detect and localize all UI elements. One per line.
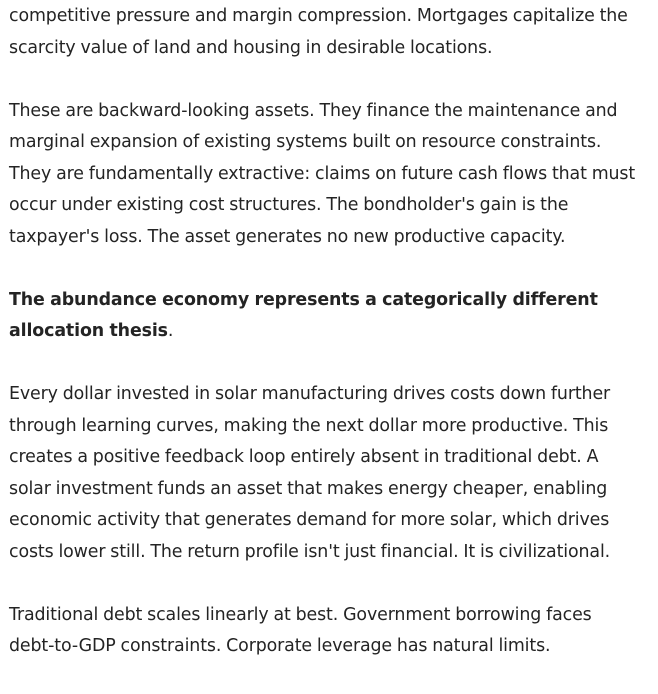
text-line: taxpayer's loss. The asset generates no new productive capacity. [9, 226, 566, 247]
text-line: creates a positive feedback loop entirely absent in traditional debt. A [9, 447, 599, 467]
text-line: debt-to-GDP constraints. Corporate leverage has natural limits. [9, 636, 551, 656]
text-line: costs lower still. The return profile isn't just financial. It is civilizational. [9, 541, 611, 562]
text-line: competitive pressure and margin compression. Mortgages capitalize the [9, 6, 628, 26]
text-line: marginal expansion of existing systems built on resource constraints. [9, 132, 602, 152]
text-line: solar investment funds an asset that makes energy cheaper, enabling [9, 478, 608, 499]
paragraph-traditional-debt [9, 600, 658, 663]
text-line-with-trailing [9, 316, 658, 348]
paragraph-abundance-thesis [9, 285, 658, 348]
bold-text-line: allocation thesis [9, 321, 168, 341]
text-line: Traditional debt scales linearly at best. Government borrowing faces [9, 604, 592, 625]
text-line: Every dollar invested in solar manufacturing drives costs down further [9, 384, 611, 404]
paragraph-backward-looking-assets [9, 96, 658, 254]
text-line: economic activity that generates demand for more solar, which drives [9, 510, 610, 530]
bold-text-line: The abundance economy represents a categorically different [9, 289, 598, 310]
trailing-period: . [167, 321, 174, 341]
paragraph-mortgages [9, 1, 658, 64]
paragraph-solar-investment [9, 379, 658, 568]
article-body [9, 1, 658, 694]
text-line: These are backward-looking assets. They finance the maintenance and [9, 100, 618, 121]
text-line: occur under existing cost structures. The bondholder's gain is the [9, 195, 569, 215]
text-line: scarcity value of land and housing in desirable locations. [9, 37, 493, 58]
text-line: They are fundamentally extractive: claims on future cash flows that must [9, 163, 636, 184]
text-line: through learning curves, making the next dollar more productive. This [9, 415, 609, 436]
